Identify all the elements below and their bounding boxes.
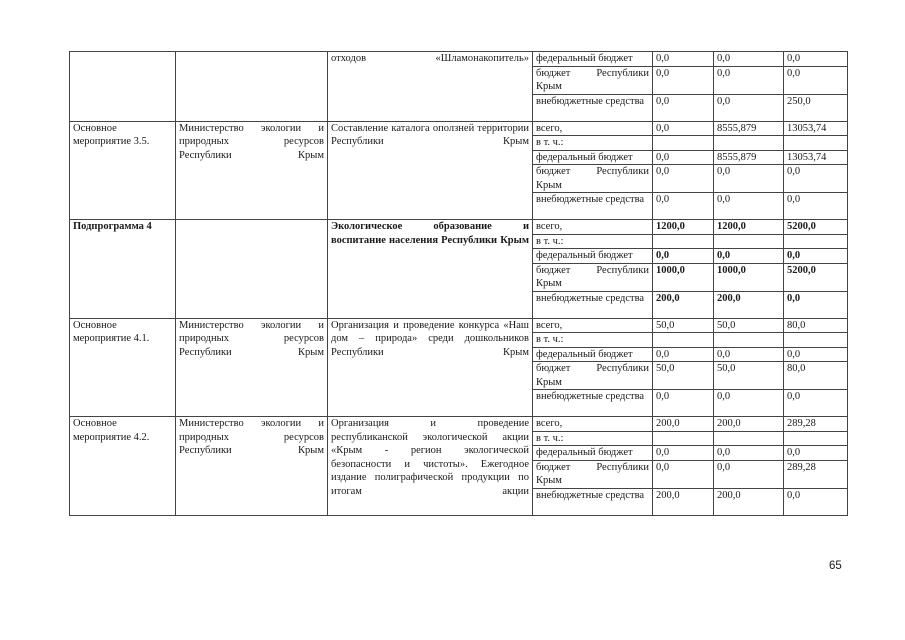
funding-source-cell: федеральный бюджет [533,150,653,165]
amount-year-1-cell: 0,0 [653,446,714,461]
funding-source-cell: бюджет Республики Крым [533,165,653,193]
measure-name-cell: Подпрограмма 4 [70,220,176,319]
table-row [70,318,848,333]
amount-year-1-cell: 0,0 [653,165,714,193]
amount-year-3-cell: 250,0 [784,94,848,121]
amount-year-1-cell: 1000,0 [653,263,714,291]
funding-source-cell: федеральный бюджет [533,446,653,461]
amount-year-2-cell: 50,0 [714,362,784,390]
amount-year-1-cell: 200,0 [653,488,714,515]
funding-source-cell: всего, [533,318,653,333]
funding-source-cell: в т. ч.: [533,234,653,249]
funding-source-cell: внебюджетные средства [533,94,653,121]
amount-year-1-cell: 0,0 [653,249,714,264]
amount-year-1-cell: 200,0 [653,417,714,432]
amount-year-2-cell: 0,0 [714,446,784,461]
amount-year-1-cell [653,333,714,348]
amount-year-1-cell [653,136,714,151]
amount-year-2-cell: 0,0 [714,66,784,94]
funding-source-cell: всего, [533,417,653,432]
amount-year-3-cell: 80,0 [784,318,848,333]
amount-year-2-cell: 200,0 [714,291,784,318]
amount-year-1-cell: 0,0 [653,347,714,362]
executor-cell: Министерство экологии и природных ресурсов Республики Крым [176,417,328,516]
amount-year-3-cell: 80,0 [784,362,848,390]
executor-cell: Министерство экологии и природных ресурсов Республики Крым [176,318,328,417]
amount-year-2-cell [714,431,784,446]
measure-name-cell: Основное мероприятие 3.5. [70,121,176,220]
amount-year-3-cell: 13053,74 [784,150,848,165]
amount-year-2-cell: 8555,879 [714,150,784,165]
amount-year-3-cell [784,136,848,151]
amount-year-3-cell: 0,0 [784,390,848,417]
funding-source-cell: бюджет Республики Крым [533,460,653,488]
amount-year-3-cell: 0,0 [784,446,848,461]
amount-year-2-cell: 0,0 [714,249,784,264]
amount-year-3-cell: 0,0 [784,165,848,193]
amount-year-2-cell [714,136,784,151]
amount-year-1-cell: 0,0 [653,193,714,220]
table-row [70,220,848,235]
amount-year-1-cell: 0,0 [653,66,714,94]
amount-year-3-cell: 5200,0 [784,263,848,291]
funding-source-cell: всего, [533,121,653,136]
budget-table [69,51,848,516]
amount-year-2-cell: 50,0 [714,318,784,333]
description-cell: Организация и проведение республиканской экологической акции «Крым - регион экологической безопасности и чистоты». Ежегодное издание полиграфической продукции по итогам акции [328,417,533,516]
description-cell: отходов «Шламонакопитель» [328,52,533,122]
page-number: 65 [829,560,842,572]
amount-year-1-cell: 0,0 [653,460,714,488]
description-cell: Составление каталога оползней территории Республики Крым [328,121,533,220]
funding-source-cell: бюджет Республики Крым [533,263,653,291]
executor-cell [176,220,328,319]
amount-year-1-cell: 1200,0 [653,220,714,235]
funding-source-cell: всего, [533,220,653,235]
amount-year-3-cell [784,431,848,446]
amount-year-1-cell: 200,0 [653,291,714,318]
amount-year-3-cell: 0,0 [784,291,848,318]
executor-cell [176,52,328,122]
amount-year-1-cell: 0,0 [653,94,714,121]
amount-year-1-cell: 0,0 [653,121,714,136]
amount-year-1-cell: 50,0 [653,318,714,333]
amount-year-3-cell [784,333,848,348]
amount-year-2-cell: 200,0 [714,417,784,432]
amount-year-3-cell: 289,28 [784,417,848,432]
amount-year-1-cell: 0,0 [653,390,714,417]
amount-year-1-cell [653,431,714,446]
amount-year-1-cell: 0,0 [653,52,714,67]
funding-source-cell: в т. ч.: [533,136,653,151]
funding-source-cell: внебюджетные средства [533,193,653,220]
funding-source-cell: федеральный бюджет [533,52,653,67]
funding-source-cell: внебюджетные средства [533,390,653,417]
amount-year-2-cell [714,234,784,249]
description-cell: Организация и проведение конкурса «Наш дом – природа» среди дошкольников Республики Крым [328,318,533,417]
amount-year-3-cell: 13053,74 [784,121,848,136]
funding-source-cell: в т. ч.: [533,333,653,348]
funding-source-cell: внебюджетные средства [533,488,653,515]
funding-source-cell: в т. ч.: [533,431,653,446]
amount-year-1-cell: 50,0 [653,362,714,390]
measure-name-cell: Основное мероприятие 4.1. [70,318,176,417]
amount-year-2-cell: 0,0 [714,52,784,67]
amount-year-2-cell: 0,0 [714,165,784,193]
amount-year-1-cell: 0,0 [653,150,714,165]
table-row [70,52,848,67]
amount-year-2-cell: 1000,0 [714,263,784,291]
amount-year-3-cell: 5200,0 [784,220,848,235]
funding-source-cell: федеральный бюджет [533,347,653,362]
amount-year-2-cell: 0,0 [714,390,784,417]
amount-year-2-cell: 200,0 [714,488,784,515]
amount-year-1-cell [653,234,714,249]
amount-year-3-cell: 0,0 [784,193,848,220]
amount-year-2-cell: 0,0 [714,347,784,362]
funding-source-cell: бюджет Республики Крым [533,362,653,390]
amount-year-3-cell: 0,0 [784,52,848,67]
funding-source-cell: бюджет Республики Крым [533,66,653,94]
amount-year-3-cell [784,234,848,249]
measure-name-cell: Основное мероприятие 4.2. [70,417,176,516]
amount-year-2-cell: 1200,0 [714,220,784,235]
amount-year-3-cell: 0,0 [784,249,848,264]
amount-year-3-cell: 0,0 [784,66,848,94]
table-row [70,417,848,432]
table-body [70,52,848,516]
table-row [70,121,848,136]
amount-year-3-cell: 0,0 [784,347,848,362]
amount-year-2-cell [714,333,784,348]
description-cell: Экологическое образование и воспитание населения Республики Крым [328,220,533,319]
amount-year-3-cell: 289,28 [784,460,848,488]
amount-year-2-cell: 8555,879 [714,121,784,136]
funding-source-cell: федеральный бюджет [533,249,653,264]
executor-cell: Министерство экологии и природных ресурсов Республики Крым [176,121,328,220]
measure-name-cell [70,52,176,122]
amount-year-3-cell: 0,0 [784,488,848,515]
amount-year-2-cell: 0,0 [714,193,784,220]
amount-year-2-cell: 0,0 [714,94,784,121]
amount-year-2-cell: 0,0 [714,460,784,488]
funding-source-cell: внебюджетные средства [533,291,653,318]
